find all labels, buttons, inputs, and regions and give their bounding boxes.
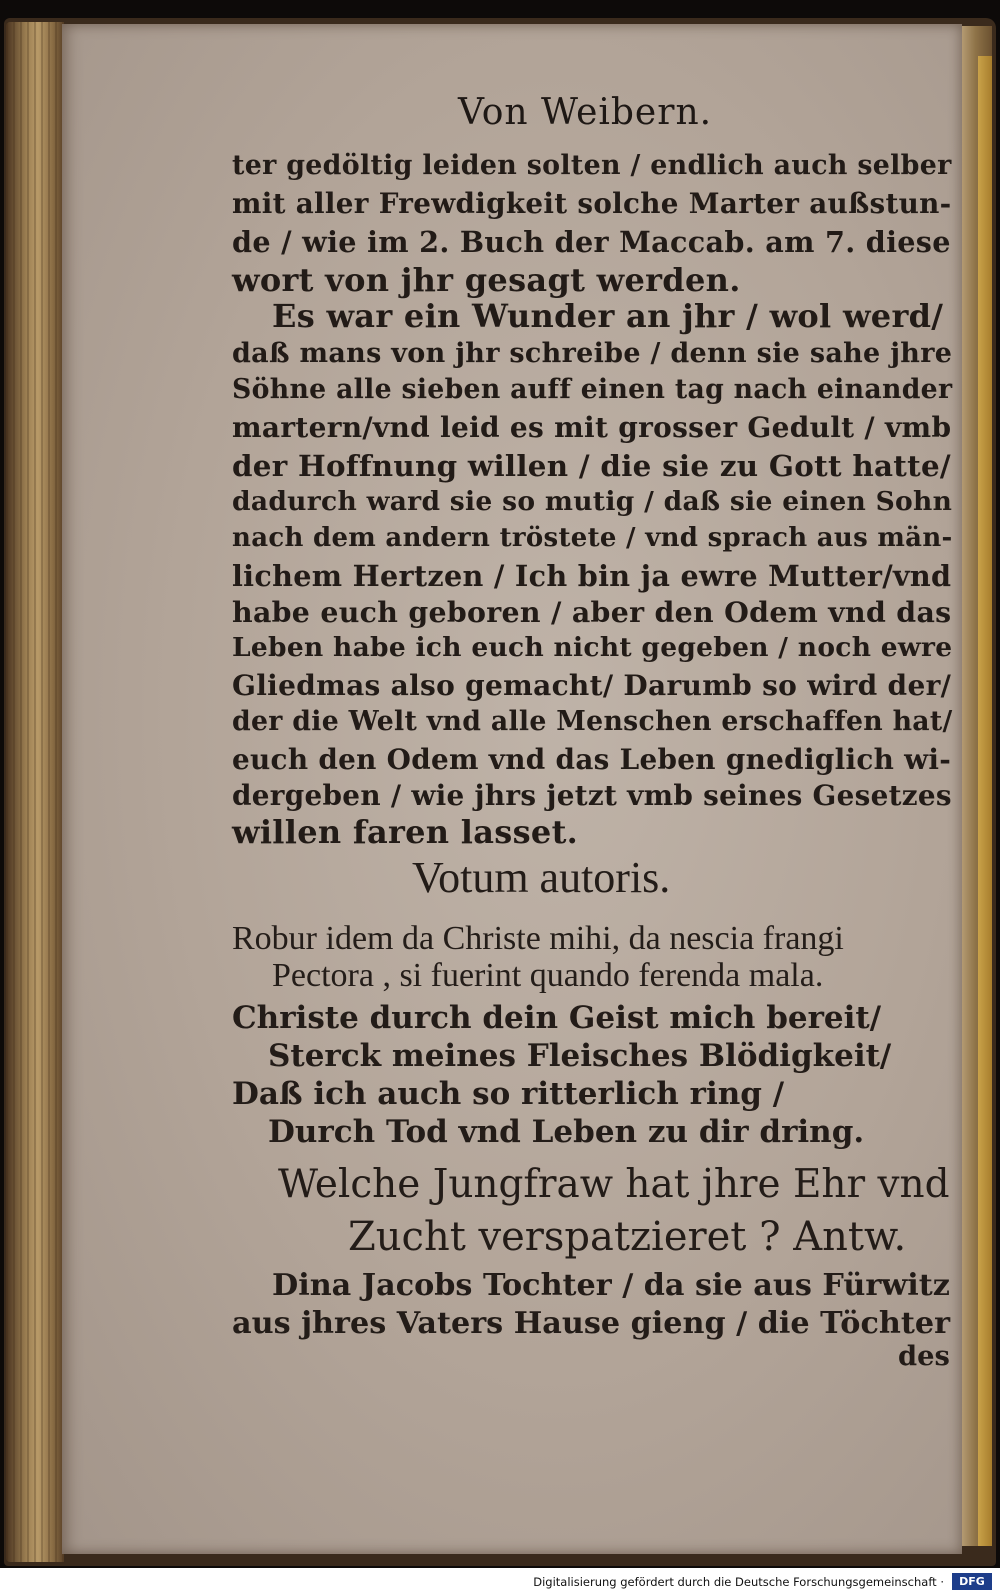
answer-line-1: Dina Jacobs Tochter / da sie aus Fürwitz xyxy=(272,1268,950,1303)
verse-line-2: Sterck meines Fleisches Blödigkeit/ xyxy=(268,1038,892,1074)
body-line: habe euch geboren / aber den Odem vnd das xyxy=(232,595,952,629)
body-line: Söhne alle sieben auff einen tag nach einander xyxy=(232,374,953,405)
question-heading-line-1: Welche Jungfraw hat jhre Ehr vnd xyxy=(278,1162,950,1207)
body-line: euch den Odem vnd das Leben gnediglich wi- xyxy=(232,743,952,776)
body-line: nach dem andern tröstete / vnd sprach aus män- xyxy=(232,523,953,553)
body-line: der Hoffnung willen / die sie zu Gott hatte/ xyxy=(232,448,951,483)
question-heading-line-2: Zucht verspatzieret ? Antw. xyxy=(348,1214,907,1260)
footer-credit: Digitalisierung gefördert durch die Deutsche Forschungsgemeinschaft · xyxy=(533,1575,944,1589)
body-line: Es war ein Wunder an jhr / wol werd/ xyxy=(272,297,944,335)
body-line: dadurch ward sie so mutig / daß sie einen Sohn xyxy=(232,486,953,517)
catchword: des xyxy=(898,1340,950,1372)
body-line: de / wie im 2. Buch der Maccab. am 7. diese xyxy=(232,225,951,259)
body-line: Gliedmas also gemacht/ Darumb so wird der/ xyxy=(232,669,952,702)
body-line: daß mans von jhr schreibe / denn sie sahe jhre xyxy=(232,338,953,369)
verse-line-3: Daß ich auch so ritterlich ring / xyxy=(232,1076,785,1112)
digitization-footer xyxy=(0,1568,1000,1594)
latin-line-1: Robur idem da Christe mihi, da nescia frangi xyxy=(232,920,844,957)
page-edge-tab xyxy=(978,56,992,1546)
book-spine-edge xyxy=(6,22,64,1562)
body-line: ter gedöltig leiden solten / endlich auch selber xyxy=(232,150,952,181)
body-line: wort von jhr gesagt werden. xyxy=(232,261,741,299)
answer-line-2: aus jhres Vaters Hause gieng / die Töchter xyxy=(232,1306,950,1341)
running-head: Von Weibern. xyxy=(458,92,713,133)
body-line: martern/vnd leid es mit grosser Gedult / vmb xyxy=(232,411,952,444)
dfg-logo-icon: DFG xyxy=(952,1573,992,1590)
body-line: willen faren lasset. xyxy=(232,813,579,851)
votum-heading: Votum autoris. xyxy=(412,853,671,902)
body-line: Leben habe ich euch nicht gegeben / noch ewre xyxy=(232,632,953,663)
verse-line-1: Christe durch dein Geist mich bereit/ xyxy=(232,1000,882,1036)
latin-line-2: Pectora , si fuerint quando ferenda mala. xyxy=(272,957,824,994)
page-edge-right xyxy=(962,26,992,1546)
body-line: dergeben / wie jhrs jetzt vmb seines Gesetzes xyxy=(232,779,952,812)
body-line: lichem Hertzen / Ich bin ja ewre Mutter/vnd xyxy=(232,559,952,593)
verse-line-4: Durch Tod vnd Leben zu dir dring. xyxy=(268,1114,865,1150)
body-line: mit aller Frewdigkeit solche Marter außstun- xyxy=(232,187,952,220)
body-line: der die Welt vnd alle Menschen erschaffen hat/ xyxy=(232,706,953,737)
